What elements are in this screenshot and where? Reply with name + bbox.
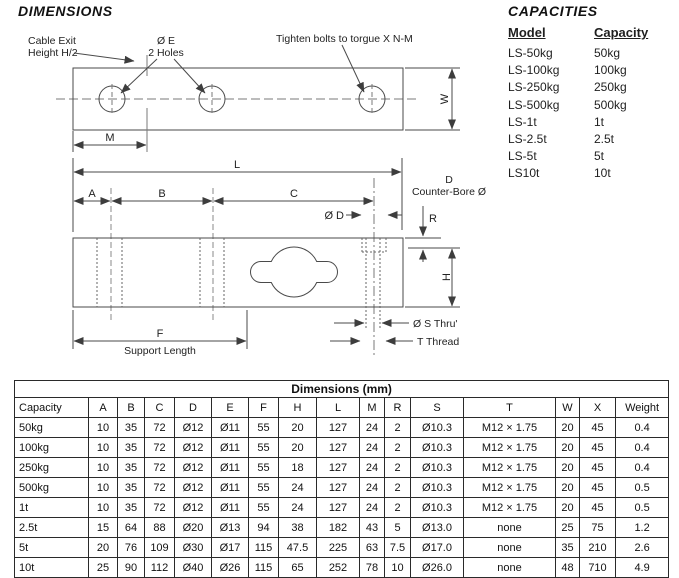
table-cell: none bbox=[464, 538, 556, 558]
capacity-model: LS-2.5t bbox=[508, 132, 547, 147]
table-cell: 210 bbox=[580, 538, 616, 558]
holes-label: 2 Holes bbox=[148, 47, 184, 59]
table-cell: 1t bbox=[15, 498, 89, 518]
table-cell: Ø12 bbox=[175, 458, 212, 478]
table-cell: 20 bbox=[279, 438, 317, 458]
table-cell: 45 bbox=[580, 438, 616, 458]
table-cell: 10t bbox=[15, 558, 89, 578]
table-cell: 2.6 bbox=[616, 538, 669, 558]
dimensions-table bbox=[14, 380, 669, 578]
table-cell: 7.5 bbox=[385, 538, 411, 558]
table-cell: Ø12 bbox=[175, 498, 212, 518]
table-cell: 18 bbox=[279, 458, 317, 478]
table-cell: 127 bbox=[317, 498, 360, 518]
hole-diameter-label: Ø E bbox=[156, 35, 176, 47]
table-cell: 45 bbox=[580, 418, 616, 438]
table-cell: 10 bbox=[89, 418, 118, 438]
table-cell: 250kg bbox=[15, 458, 89, 478]
table-row bbox=[15, 518, 669, 538]
capacity-model: LS-500kg bbox=[508, 97, 560, 112]
table-cell: 109 bbox=[145, 538, 175, 558]
table-cell: 0.4 bbox=[616, 458, 669, 478]
capacity-model: LS-100kg bbox=[508, 63, 560, 78]
table-cell: 63 bbox=[360, 538, 385, 558]
table-cell: 88 bbox=[145, 518, 175, 538]
table-cell: 48 bbox=[556, 558, 580, 578]
table-cell: 10 bbox=[89, 478, 118, 498]
t-thread-label: T Thread bbox=[417, 336, 460, 348]
table-cell: 90 bbox=[118, 558, 145, 578]
capacity-value: 100kg bbox=[594, 63, 627, 78]
table-cell: Ø10.3 bbox=[411, 478, 464, 498]
table-cell: 35 bbox=[118, 458, 145, 478]
table-cell: 5t bbox=[15, 538, 89, 558]
table-cell: 127 bbox=[317, 458, 360, 478]
table-cell: 20 bbox=[556, 418, 580, 438]
table-cell: 55 bbox=[249, 478, 279, 498]
column-header-x: X bbox=[580, 398, 616, 418]
table-cell: 78 bbox=[360, 558, 385, 578]
table-cell: 127 bbox=[317, 478, 360, 498]
table-cell: Ø10.3 bbox=[411, 458, 464, 478]
table-row bbox=[15, 438, 669, 458]
table-cell: 115 bbox=[249, 558, 279, 578]
s-thru-label: Ø S Thru' bbox=[413, 318, 458, 330]
column-header-s: S bbox=[411, 398, 464, 418]
table-cell: 10 bbox=[89, 458, 118, 478]
table-row bbox=[15, 418, 669, 438]
table-cell: Ø11 bbox=[212, 418, 249, 438]
table-cell: 5 bbox=[385, 518, 411, 538]
table-cell: Ø20 bbox=[175, 518, 212, 538]
hidden-lines bbox=[97, 238, 386, 330]
table-cell: 24 bbox=[360, 418, 385, 438]
table-cell: Ø13.0 bbox=[411, 518, 464, 538]
table-cell: 0.5 bbox=[616, 478, 669, 498]
table-cell: Ø12 bbox=[175, 418, 212, 438]
capacity-row bbox=[508, 148, 676, 165]
column-header-e: E bbox=[212, 398, 249, 418]
table-cell: 500kg bbox=[15, 478, 89, 498]
table-cell: none bbox=[464, 518, 556, 538]
table-cell: 55 bbox=[249, 458, 279, 478]
table-cell: 20 bbox=[556, 458, 580, 478]
table-cell: 20 bbox=[279, 418, 317, 438]
table-cell: 65 bbox=[279, 558, 317, 578]
table-cell: 24 bbox=[360, 498, 385, 518]
capacity-row bbox=[508, 114, 676, 131]
column-header-w: W bbox=[556, 398, 580, 418]
table-cell: Ø12 bbox=[175, 478, 212, 498]
column-header-c: C bbox=[145, 398, 175, 418]
b-label: B bbox=[158, 188, 166, 200]
tighten-bolts-label: Tighten bolts to torgue X N-M bbox=[276, 33, 413, 45]
table-cell: 20 bbox=[556, 478, 580, 498]
hole2-leader bbox=[174, 59, 205, 93]
table-cell: M12 × 1.75 bbox=[464, 498, 556, 518]
table-cell: Ø13 bbox=[212, 518, 249, 538]
table-cell: 45 bbox=[580, 498, 616, 518]
table-cell: 47.5 bbox=[279, 538, 317, 558]
table-cell: 2 bbox=[385, 438, 411, 458]
table-row bbox=[15, 498, 669, 518]
table-row bbox=[15, 458, 669, 478]
table-cell: 45 bbox=[580, 478, 616, 498]
capacities-rows bbox=[508, 45, 676, 183]
table-cell: 20 bbox=[89, 538, 118, 558]
table-cell: 38 bbox=[279, 518, 317, 538]
table-cell: 45 bbox=[580, 458, 616, 478]
table-cell: Ø30 bbox=[175, 538, 212, 558]
table-cell: 20 bbox=[556, 438, 580, 458]
column-header-l: L bbox=[317, 398, 360, 418]
table-cell: 15 bbox=[89, 518, 118, 538]
table-row bbox=[15, 478, 669, 498]
table-cell: 55 bbox=[249, 418, 279, 438]
table-cell: 35 bbox=[118, 498, 145, 518]
capacities-panel bbox=[508, 3, 676, 183]
table-cell: 2 bbox=[385, 498, 411, 518]
column-header-h: H bbox=[279, 398, 317, 418]
table-cell: 55 bbox=[249, 498, 279, 518]
dimensions-section-title: DIMENSIONS bbox=[18, 3, 113, 19]
capacities-header-row bbox=[508, 25, 676, 40]
table-cell: M12 × 1.75 bbox=[464, 418, 556, 438]
table-cell: 35 bbox=[118, 478, 145, 498]
f-label: F bbox=[156, 328, 164, 340]
column-header-b: B bbox=[118, 398, 145, 418]
model-header: Model bbox=[508, 25, 546, 40]
capacity-row bbox=[508, 62, 676, 79]
leader-lines bbox=[74, 45, 364, 93]
table-cell: M12 × 1.75 bbox=[464, 458, 556, 478]
table-head bbox=[15, 381, 669, 418]
table-cell: 64 bbox=[118, 518, 145, 538]
capacity-row bbox=[508, 79, 676, 96]
table-cell: 75 bbox=[580, 518, 616, 538]
counter-bore-label1: D bbox=[445, 174, 453, 186]
column-header-f: F bbox=[249, 398, 279, 418]
table-cell: 24 bbox=[279, 498, 317, 518]
load-aperture bbox=[251, 247, 338, 297]
capacity-value: 1t bbox=[594, 114, 605, 129]
w-label: W bbox=[439, 93, 451, 105]
table-cell: 72 bbox=[145, 498, 175, 518]
table-cell: 55 bbox=[249, 438, 279, 458]
table-cell: 35 bbox=[118, 418, 145, 438]
capacity-header: Capacity bbox=[594, 25, 649, 40]
table-cell: 10 bbox=[89, 438, 118, 458]
table-cell: 50kg bbox=[15, 418, 89, 438]
l-label: L bbox=[233, 159, 241, 171]
counter-bore-label2: Counter-Bore Ø bbox=[411, 186, 487, 198]
table-cell: Ø26 bbox=[212, 558, 249, 578]
column-header-d: D bbox=[175, 398, 212, 418]
table-cell: M12 × 1.75 bbox=[464, 478, 556, 498]
capacity-value: 10t bbox=[594, 166, 611, 181]
capacities-section-title: CAPACITIES bbox=[508, 3, 598, 19]
table-cell: 10 bbox=[89, 498, 118, 518]
table-cell: 24 bbox=[360, 478, 385, 498]
table-cell: 24 bbox=[279, 478, 317, 498]
drawing-labels bbox=[28, 33, 486, 357]
cable-exit-label: Cable Exit bbox=[28, 35, 76, 47]
table-cell: 100kg bbox=[15, 438, 89, 458]
table-cell: Ø40 bbox=[175, 558, 212, 578]
table-cell: Ø17 bbox=[212, 538, 249, 558]
table-cell: 710 bbox=[580, 558, 616, 578]
table-cell: 76 bbox=[118, 538, 145, 558]
table-cell: 0.4 bbox=[616, 438, 669, 458]
table-cell: 2.5t bbox=[15, 518, 89, 538]
table-cell: 25 bbox=[556, 518, 580, 538]
table-cell: 10 bbox=[385, 558, 411, 578]
top-view bbox=[56, 55, 420, 130]
support-length-label: Support Length bbox=[124, 345, 196, 357]
table-cell: 72 bbox=[145, 478, 175, 498]
column-header-a: A bbox=[89, 398, 118, 418]
d-bore-label: Ø D bbox=[324, 210, 344, 222]
table-cell: 252 bbox=[317, 558, 360, 578]
table-cell: 20 bbox=[556, 498, 580, 518]
table-row bbox=[15, 558, 669, 578]
table-cell: Ø10.3 bbox=[411, 418, 464, 438]
table-cell: 0.5 bbox=[616, 498, 669, 518]
capacity-model: LS-5t bbox=[508, 149, 537, 164]
table-cell: Ø11 bbox=[212, 458, 249, 478]
table-cell: 94 bbox=[249, 518, 279, 538]
capacity-model: LS-50kg bbox=[508, 46, 553, 60]
capacity-row bbox=[508, 45, 676, 62]
table-cell: 2 bbox=[385, 458, 411, 478]
table-cell: 4.9 bbox=[616, 558, 669, 578]
table-cell: Ø11 bbox=[212, 438, 249, 458]
table-cell: 72 bbox=[145, 458, 175, 478]
column-header-capacity: Capacity bbox=[15, 398, 89, 418]
side-view-body bbox=[73, 238, 403, 307]
hole1-leader bbox=[121, 59, 157, 93]
table-cell: Ø11 bbox=[212, 478, 249, 498]
table-cell: 35 bbox=[556, 538, 580, 558]
table-cell: 2 bbox=[385, 418, 411, 438]
h-label: H bbox=[441, 273, 453, 281]
table-cell: Ø11 bbox=[212, 498, 249, 518]
table-cell: 2 bbox=[385, 478, 411, 498]
m-label: M bbox=[105, 132, 115, 144]
table-cell: 112 bbox=[145, 558, 175, 578]
table-cell: 72 bbox=[145, 418, 175, 438]
capacity-value: 50kg bbox=[594, 46, 621, 60]
table-header-row bbox=[15, 398, 669, 418]
table-body bbox=[15, 418, 669, 578]
capacity-model: LS-250kg bbox=[508, 80, 560, 95]
capacity-value: 2.5t bbox=[594, 132, 615, 147]
table-cell: 25 bbox=[89, 558, 118, 578]
table-cell: 24 bbox=[360, 438, 385, 458]
r-label: R bbox=[429, 213, 437, 225]
table-cell: Ø12 bbox=[175, 438, 212, 458]
table-cell: Ø17.0 bbox=[411, 538, 464, 558]
column-header-weight: Weight bbox=[616, 398, 669, 418]
cable-exit-leader bbox=[74, 53, 134, 61]
table-title-row bbox=[15, 381, 669, 398]
capacity-model: LS10t bbox=[508, 166, 540, 181]
capacity-value: 500kg bbox=[594, 97, 627, 112]
capacity-value: 5t bbox=[594, 149, 605, 164]
table-cell: Ø10.3 bbox=[411, 438, 464, 458]
capacity-row bbox=[508, 165, 676, 182]
table-cell: 35 bbox=[118, 438, 145, 458]
table-cell: Ø26.0 bbox=[411, 558, 464, 578]
capacity-model: LS-1t bbox=[508, 114, 537, 129]
table-cell: 72 bbox=[145, 438, 175, 458]
cable-exit-label2: Height H/2 bbox=[28, 47, 78, 59]
column-header-m: M bbox=[360, 398, 385, 418]
table-title: Dimensions (mm) bbox=[15, 381, 669, 398]
table-cell: 182 bbox=[317, 518, 360, 538]
table-cell: 127 bbox=[317, 418, 360, 438]
table-cell: 24 bbox=[360, 458, 385, 478]
top-view-dimensions bbox=[73, 68, 460, 152]
table-cell: Ø10.3 bbox=[411, 498, 464, 518]
table-cell: 0.4 bbox=[616, 418, 669, 438]
table-cell: none bbox=[464, 558, 556, 578]
capacity-row bbox=[508, 131, 676, 148]
a-label: A bbox=[88, 188, 96, 200]
table-cell: 127 bbox=[317, 438, 360, 458]
table-cell: M12 × 1.75 bbox=[464, 438, 556, 458]
column-header-t: T bbox=[464, 398, 556, 418]
table-cell: 115 bbox=[249, 538, 279, 558]
capacity-row bbox=[508, 97, 676, 114]
table-cell: 43 bbox=[360, 518, 385, 538]
column-header-r: R bbox=[385, 398, 411, 418]
capacity-value: 250kg bbox=[594, 80, 627, 95]
table-row bbox=[15, 538, 669, 558]
table-cell: 225 bbox=[317, 538, 360, 558]
c-label: C bbox=[290, 188, 298, 200]
side-view bbox=[73, 158, 460, 356]
table-cell: 1.2 bbox=[616, 518, 669, 538]
